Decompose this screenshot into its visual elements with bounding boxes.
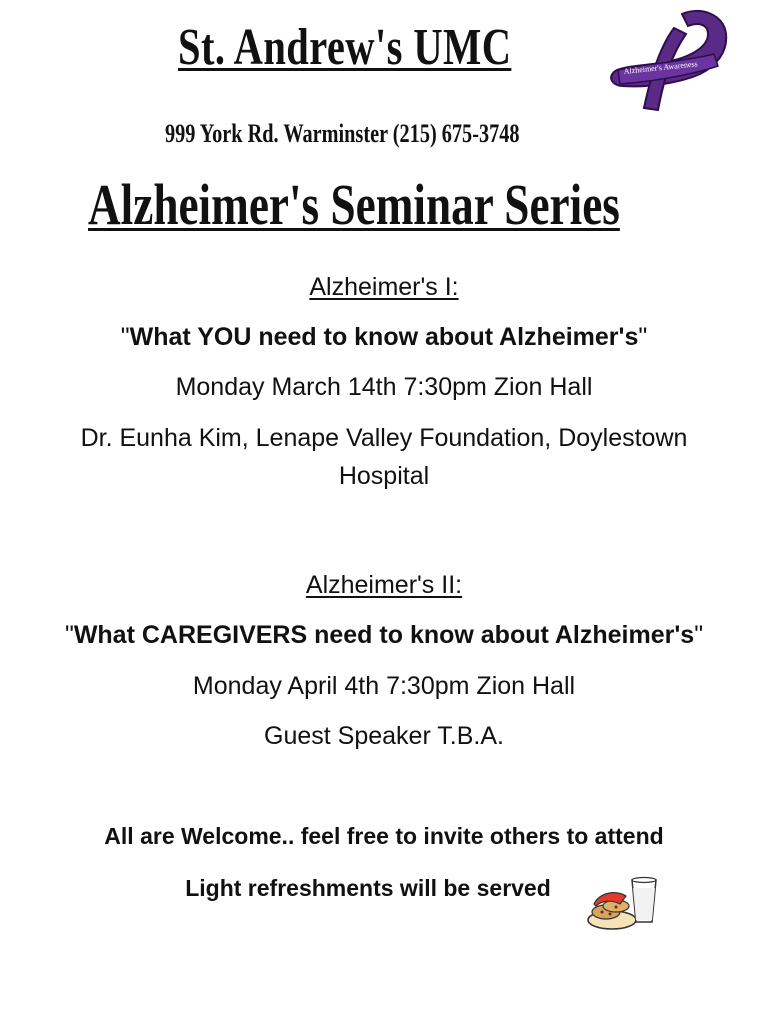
- seminar2-speaker: Guest Speaker T.B.A.: [264, 722, 504, 750]
- series-title: Alzheimer's Seminar Series: [88, 172, 620, 237]
- seminar2-quote-close: ": [694, 621, 704, 649]
- seminar2-heading-row: [0, 566, 768, 604]
- seminar1-when: Monday March 14th 7:30pm Zion Hall: [175, 373, 593, 401]
- seminar1-heading: Alzheimer's I:: [309, 273, 459, 301]
- seminar2-heading: Alzheimer's II:: [305, 571, 463, 599]
- seminar1-quote-close: ": [638, 323, 648, 351]
- milk-fill-shape: [633, 888, 655, 920]
- church-name: St. Andrew's UMC: [178, 19, 512, 76]
- seminar2-title: What CAREGIVERS need to know about Alzheimer's: [73, 621, 695, 649]
- chip-dot: [615, 906, 618, 909]
- seminar1-title: What YOU need to know about Alzheimer's: [129, 323, 639, 351]
- seminar2-when: Monday April 4th 7:30pm Zion Hall: [192, 672, 576, 700]
- ribbon-text: Alzheimer's Awareness: [623, 59, 699, 76]
- refreshments-text: Light refreshments will be served: [185, 875, 551, 901]
- seminar1-heading-row: [0, 268, 768, 306]
- chip-dot: [609, 913, 612, 916]
- seminar1-quote-open: ": [120, 323, 130, 351]
- awareness-ribbon-icon: [604, 8, 730, 112]
- chip-dot: [601, 911, 604, 914]
- seminar2-title-row: [0, 616, 768, 654]
- seminar1-speaker: Dr. Eunha Kim, Lenape Valley Foundation, Doylestown Hospital: [80, 424, 688, 490]
- cookies-and-milk-icon: [586, 874, 662, 934]
- glass-rim: [632, 878, 656, 883]
- church-address: 999 York Rd. Warminster (215) 675-3748: [165, 119, 520, 148]
- welcome-text: All are Welcome.. feel free to invite others to attend: [104, 823, 664, 849]
- seminar1-title-row: [0, 318, 768, 356]
- seminar2-quote-open: ": [64, 621, 74, 649]
